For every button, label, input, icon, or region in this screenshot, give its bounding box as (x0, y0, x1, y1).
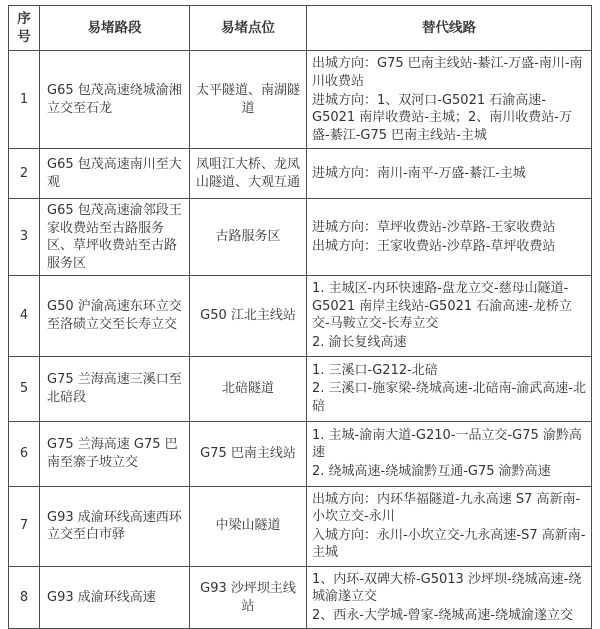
route-line: 1、内环-双碑大桥-G5013 沙坪坝-绕城高速-绕城渝遂立交 (312, 571, 582, 605)
congestion-point-cell: G75 巴南主线站 (190, 421, 307, 486)
congestion-section-cell: G65 包茂高速渝邻段王家收费站至古路服务区、草坪收费站至古路服务区 (40, 199, 190, 276)
congestion-point-cell: G50 江北主线站 (190, 276, 307, 356)
row-number-cell: 2 (9, 149, 40, 199)
row-number-cell: 5 (9, 356, 40, 421)
congestion-section-cell: G65 包茂高速绕城渝湘立交至石龙 (40, 51, 190, 149)
congestion-point-cell: 北碚隧道 (190, 356, 307, 421)
congestion-section-cell: G93 成渝环线高速西环立交至白市驿 (40, 486, 190, 566)
congestion-section-cell: G93 成渝环线高速 (40, 566, 190, 629)
congestion-point-cell: 凤咀江大桥、龙凤山隧道、大观互通 (190, 149, 307, 199)
route-line: 进城方向：草坪收费站-沙草路-王家收费站 (312, 220, 556, 236)
route-line: 1. 主城-渝南大道-G210-一品立交-G75 渝黔高速 (312, 427, 582, 461)
route-line: 1. 主城区-内环快速路-盘龙立交-慈母山隧道-G5021 南岸主线站-G5021 石渝高速-龙桥立交-马鞍立交-长寿立交 (312, 281, 572, 332)
row-number-cell: 4 (9, 276, 40, 356)
row-number-cell: 3 (9, 199, 40, 276)
alternative-routes-cell (307, 199, 592, 276)
row-number-cell: 8 (9, 566, 40, 629)
congestion-point-cell: 太平隧道、南湖隧道 (190, 51, 307, 149)
table-row (9, 486, 592, 566)
route-line: 2、西永-大学城-曾家-绕城高速-绕城渝遂立交 (312, 607, 574, 623)
table-row (9, 421, 592, 486)
alternative-routes-cell (307, 149, 592, 199)
congestion-section-cell: G65 包茂高速南川至大观 (40, 149, 190, 199)
row-number-cell: 7 (9, 486, 40, 566)
congestion-section-cell: G50 沪渝高速东环立交至洛碛立交至长寿立交 (40, 276, 190, 356)
congestion-alternatives-table-wrap (8, 5, 591, 629)
route-line: 2. 三溪口-施家梁-绕城高速-北碚南-渝武高速-北碚 (312, 381, 586, 414)
congestion-alternatives-table (8, 5, 592, 629)
alternative-routes-cell (307, 276, 592, 356)
table-row (9, 149, 592, 199)
row-number-cell: 1 (9, 51, 40, 149)
route-line: 2. 绕城高速-绕城渝黔互通-G75 渝黔高速 (312, 463, 551, 479)
header-row (9, 6, 592, 51)
route-line: 进城方向：南川-南平-万盛-綦江-主城 (312, 165, 526, 181)
table-row (9, 199, 592, 276)
route-line: 入城方向：永川-小坎立交-九永高速-S7 高新南-主城 (312, 527, 586, 561)
route-line: 1. 三溪口-G212-北碚 (312, 362, 438, 378)
table-row (9, 276, 592, 356)
alternative-routes-cell (307, 51, 592, 149)
table-row (9, 566, 592, 629)
route-line: 2. 渝长复线高速 (312, 335, 407, 350)
route-line: 出城方向：王家收费站-沙草路-草坪收费站 (312, 238, 556, 254)
column-header-1: 易堵路段 (40, 6, 190, 51)
route-line: 出城方向：G75 巴南主线站-綦江-万盛-南川-南川收费站 (312, 56, 583, 89)
table-row (9, 356, 592, 421)
route-line: 出城方向：内环华福隧道-九永高速 S7 高新南-小坎立交-永川 (312, 491, 581, 525)
congestion-point-cell: 古路服务区 (190, 199, 307, 276)
route-line: 进城方向：1、双河口-G5021 石渝高速-G5021 南岸收费站-主城；2、南川收费站-万盛-綦江-G75 巴南主线站-主城 (312, 92, 572, 143)
congestion-section-cell: G75 兰海高速 G75 巴南至寨子坡立交 (40, 421, 190, 486)
column-header-0: 序号 (9, 6, 40, 51)
alternative-routes-cell (307, 486, 592, 566)
congestion-point-cell: 中梁山隧道 (190, 486, 307, 566)
alternative-routes-cell (307, 566, 592, 629)
row-number-cell: 6 (9, 421, 40, 486)
alternative-routes-cell (307, 421, 592, 486)
table-body (9, 51, 592, 629)
congestion-point-cell: G93 沙坪坝主线站 (190, 566, 307, 629)
congestion-section-cell: G75 兰海高速三溪口至北碚段 (40, 356, 190, 421)
table-row (9, 51, 592, 149)
alternative-routes-cell (307, 356, 592, 421)
column-header-2: 易堵点位 (190, 6, 307, 51)
column-header-3: 替代线路 (307, 6, 592, 51)
